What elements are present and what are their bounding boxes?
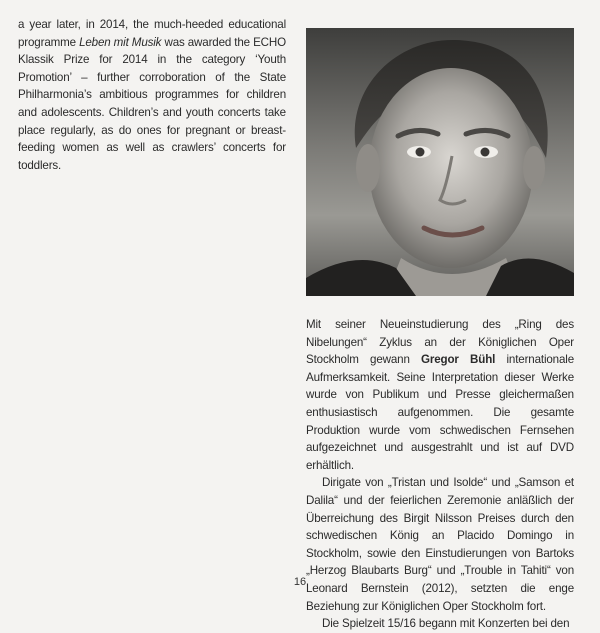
paragraph-text: Mit seiner Neueinstudierung des „Ring des Nibelungen“ Zyklus an der Königlichen Oper Stockholm gewann [306,318,574,367]
conductor-name: Gregor Bühl [421,353,496,367]
bio-paragraph [306,316,574,474]
bio-paragraph: Die Spielzeit 15/16 begann mit Konzerten bei den [322,617,570,631]
paragraph-text: internationale Aufmerksamkeit. Seine Interpretation dieser Werke wurde von Publikum und Presse gleichermaßen enthusiastisch aufgenommen. Die gesamte Produktion wurde vom schwedischen Fernsehen aufgezeichnet und ausgestrahlt und ist auf DVD erhältlich. [306,353,574,472]
left-text-column [18,16,286,174]
bio-paragraph: Dirigate von „Tristan und Isolde“ und „Samson et Dalila“ und der feierlichen Zeremonie anläßlich der Überreichung des Birgit Nilsson Preises durch den schwedischen König an Placido Domingo in Stockholm, sowie den Einstudierungen von Bartoks „Herzog Blaubarts Burg“ und „Trouble in Tahiti“ von Leonard Bernstein (2012), setzten die enge Beziehung zur Königlichen Oper Stockholm fort. [306,476,574,613]
conductor-portrait-photo [306,28,574,296]
paragraph-text: a year later, in 2014, the much-heeded educational programme [18,18,286,49]
paragraph-text: was awarded the ECHO Klassik Prize for 2014 in the category ‘Youth Promotion’ – further corroboration of the State Philharmonia’s ambitious programmes for children and adolescents. Children’s and youth concerts take place regularly, as do ones for pregnant or breast-feeding women as well as crawlers’ concerts for toddlers. [18,35,286,172]
programme-title: Leben mit Musik [79,35,162,49]
page-number: 16 [293,576,307,588]
